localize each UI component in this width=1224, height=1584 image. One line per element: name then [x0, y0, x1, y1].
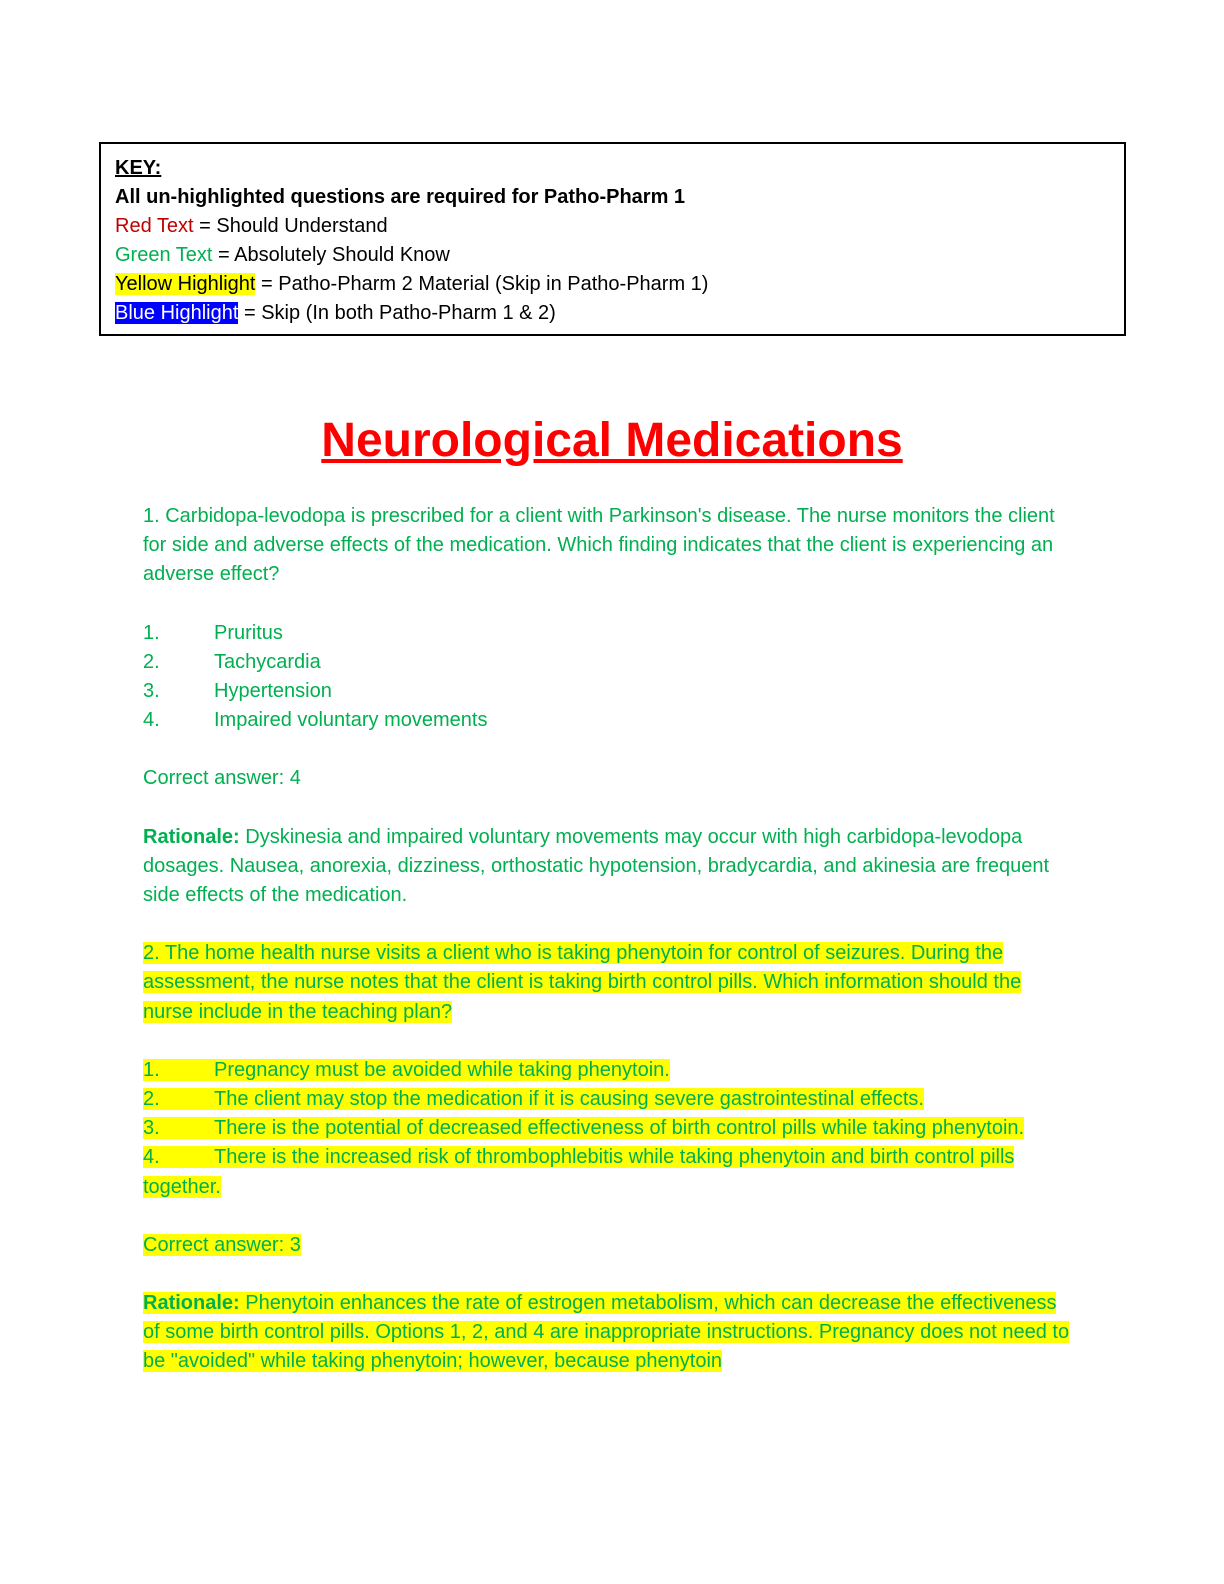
key-green-line: [115, 241, 1110, 270]
q2-option-2-num: 2.: [143, 1088, 160, 1111]
q1-question: 1. Carbidopa-levodopa is prescribed for a client with Parkinson's disease. The nurse monitors the client for side and adverse effects of the medication. Which finding indicates that the client is experiencing an adverse effect?: [143, 505, 1055, 586]
key-blue-desc: = Skip (In both Patho-Pharm 1 & 2): [238, 302, 556, 324]
q1-option-4: [143, 706, 1073, 735]
q2-rationale-label: Rationale:: [143, 1292, 240, 1315]
key-green-desc: = Absolutely Should Know: [212, 244, 450, 266]
q2-option-1: [143, 1056, 1073, 1085]
key-required-note: All un-highlighted questions are required for Patho-Pharm 1: [115, 186, 686, 208]
key-blue-line: [115, 299, 1110, 328]
q2-option-3-num: 3.: [143, 1117, 160, 1140]
document-title: Neurological Medications: [321, 414, 903, 467]
q1-option-2-num: 2.: [143, 650, 160, 673]
key-yellow-label: Yellow Highlight: [115, 273, 256, 295]
key-green-label: Green Text: [115, 244, 213, 266]
q1-option-4-num: 4.: [143, 709, 160, 732]
q2-question: 2. The home health nurse visits a client who is taking phenytoin for control of seizures. During the assessment, the nurse notes that the client is taking birth control pills. Which information should the nurse include in the teaching plan?: [143, 942, 1022, 1023]
q2-options: [143, 1056, 1073, 1202]
q2-option-1-num: 1.: [143, 1058, 160, 1081]
key-red-label: Red Text: [115, 215, 194, 237]
q1-options: [143, 619, 1073, 736]
q1-answer: Correct answer: 4: [143, 767, 301, 790]
q2-answer-para: [143, 1231, 1073, 1260]
q1-option-3-text: Hypertension: [214, 680, 332, 703]
q2-rationale-text: Phenytoin enhances the rate of estrogen metabolism, which can decrease the effectiveness of some birth control pills. Options 1, 2, and 4 are inappropriate instructions. Pregnancy does not need to be "avoided" while taking phenytoin; however, because phenytoin: [143, 1292, 1070, 1373]
q2-option-4-num: 4.: [143, 1146, 160, 1169]
q1-rationale-text: Dyskinesia and impaired voluntary movements may occur with high carbidopa-levodopa dosages. Nausea, anorexia, dizziness, orthostatic hypotension, bradycardia, and akinesia are frequent side effects of the medication.: [143, 825, 1050, 907]
q2-option-3-text: There is the potential of decreased effectiveness of birth control pills while taking phenytoin.: [214, 1117, 1025, 1140]
q1-rationale: [143, 823, 1073, 911]
q1-option-2-text: Tachycardia: [214, 650, 321, 673]
q2-option-3: [143, 1114, 1073, 1143]
q2-option-4-text: There is the increased risk of thrombophlebitis while taking phenytoin and birth control pills together.: [143, 1146, 1015, 1198]
key-yellow-line: [115, 270, 1110, 299]
q1-option-1-text: Pruritus: [214, 621, 283, 644]
key-red-desc: = Should Understand: [193, 215, 388, 237]
q2-option-2: [143, 1085, 1073, 1114]
q2-option-2-text: The client may stop the medication if it is causing severe gastrointestinal effects.: [214, 1088, 924, 1111]
key-blue-label: Blue Highlight: [115, 302, 239, 324]
q2-option-4: [143, 1143, 1073, 1201]
questions-content: [143, 502, 1073, 1406]
q2-answer: Correct answer: 3: [143, 1233, 301, 1256]
q1-option-2: [143, 648, 1073, 677]
key-yellow-desc: = Patho-Pharm 2 Material (Skip in Patho-Pharm 1): [255, 273, 709, 295]
q1-option-1: [143, 619, 1073, 648]
q2-question-para: [143, 939, 1073, 1027]
key-red-line: [115, 212, 1110, 241]
key-title: KEY:: [115, 157, 162, 179]
q1-option-3: [143, 677, 1073, 706]
q2-rationale: [143, 1289, 1073, 1377]
key-legend-box: [99, 142, 1126, 336]
q1-option-1-num: 1.: [143, 621, 160, 644]
q1-rationale-label: Rationale:: [143, 825, 240, 848]
q2-block: [143, 939, 1073, 1376]
q1-option-3-num: 3.: [143, 680, 160, 703]
q2-option-1-text: Pregnancy must be avoided while taking phenytoin.: [214, 1058, 670, 1081]
q1-option-4-text: Impaired voluntary movements: [214, 709, 488, 732]
